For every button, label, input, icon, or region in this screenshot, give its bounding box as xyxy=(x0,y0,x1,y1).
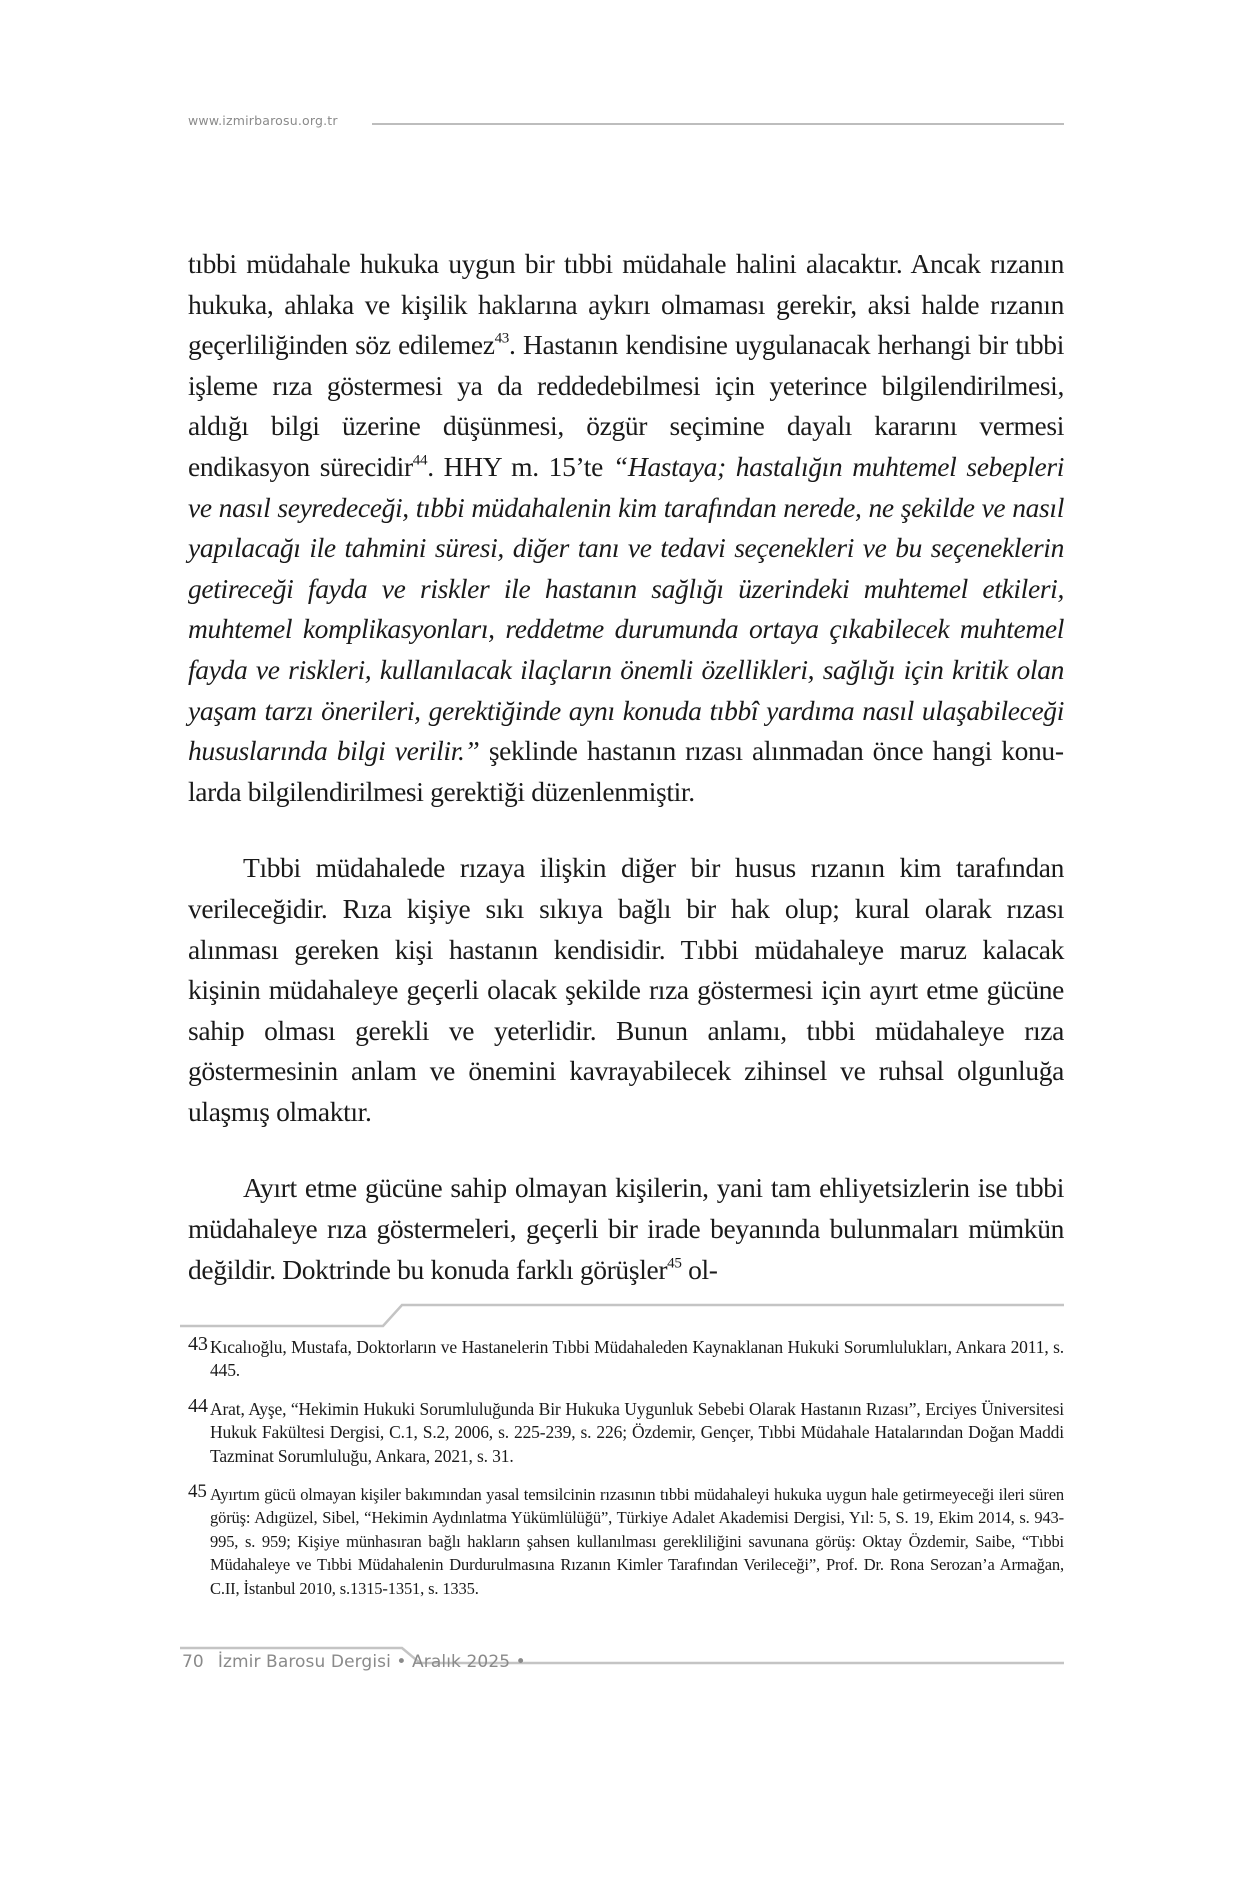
footnotes xyxy=(188,1333,1064,1612)
footnote-text: Ayırtım gücü olmayan kişiler bakımından yasal temsilcinin rızasının tıbbi müdahaleyi hukuka uygun hale getirmeyeceği ileri süren görüş: Adıgüzel, Sibel, “Hekimin Aydınlatma Yükümlülüğü”, Türkiye Adalet Akademisi Dergisi, Yıl: 5, S. 19, Ekim 2014, s. 943-995, s. 959; Kişiye münhasıran bağlı hakların şahsen kullanılması gerekliliğini savunana görüş: Oktay Özdemir, Saibe, “Tıbbi Müdahaleye ve Tıbbi Müdahalenin Durdurulmasına Rızanın Kimler Tarafından Verileceği”, Prof. Dr. Rona Serozan’a Armağan, C.II, İstanbul 2010, s.1315-1351, s. 1335. xyxy=(210,1484,1064,1598)
paragraph-1 xyxy=(188,244,1064,812)
footnote-44 xyxy=(188,1395,1064,1468)
footnote-text: Arat, Ayşe, “Hekimin Hukuki Sorumluluğunda Bir Hukuka Uygunluk Sebebi Olarak Hastanın Rızası”, Erciyes Üniversitesi Hukuk Fakültesi Dergisi, C.1, S.2, 2006, s. 225-239, s. 226; Özdemir, Gençer, Tıbbi Müdahale Hatalarından Doğan Maddi Tazminat Sorumluluğu, Ankara, 2021, s. 31. xyxy=(210,1398,1064,1466)
page-footer xyxy=(182,1652,526,1672)
body-text xyxy=(188,244,1064,1290)
footnote-number: 45 xyxy=(188,1481,207,1503)
page-number: 70 xyxy=(182,1652,204,1672)
footnote-number: 43 xyxy=(188,1333,208,1355)
footnote-45 xyxy=(188,1480,1064,1600)
paragraph-2: Tıbbi müdahalede rızaya ilişkin diğer bir husus rızanın kim tarafından verileceğidir. Rıza kişiye sıkı sıkıya bağlı bir hak olup; kural olarak rızası alınması gereken kişi hastanın kendisidir. Tıbbi müdahaleye maruz kalacak kişinin müdahaleye geçerli olacak şekilde rıza göstermesi için ayırt etme gücüne sahip olması gerekli ve yeterlidir. Bunun anlamı, tıbbi müdahaleye rıza göstermesinin anlam ve önemini kavrayabilecek zihinsel ve ruhsal olgunluğa ulaşmış olmaktır. xyxy=(188,852,1064,1127)
footnote-43 xyxy=(188,1333,1064,1383)
paragraph-1-text-c: . HHY m. 15’te xyxy=(427,450,613,482)
paragraph-1-text-a: tıbbi müdahale hukuka uygun bir tıbbi müdahale halini alacaktır. Ancak rızanın hukuka, ahlaka ve kişilik haklarına aykırı olmaması gerekir, aksi halde rızanın geçerliliğinden söz edilemez xyxy=(188,248,1064,361)
paragraph-3-text-b: ol- xyxy=(681,1253,718,1285)
header-rule xyxy=(372,123,1064,125)
footnote-number: 44 xyxy=(188,1394,208,1417)
paragraph-1-text-b: . Hastanın kendisine uygulanacak herhangi bir tıbbi işleme rıza göstermesi ya da reddedebilmesi için yeterince bilgilendirilmesi, aldığı bilgi üzerine düşünmesi, özgür seçimine dayalı kararını vermesi endikasyon sürecidir xyxy=(188,329,1064,482)
paragraph-3-text-a: Ayırt etme gücüne sahip olmayan kişilerin, yani tam ehliyetsizlerin ise tıbbi müdahaleye rıza göstermeleri, geçerli bir irade beyanında bulunmaları mümkün değildir. Doktrinde bu konuda farklı görüşler xyxy=(188,1172,1064,1285)
footnote-ref-45[interactable]: 45 xyxy=(667,1255,682,1272)
journal-name: İzmir Barosu Dergisi • Aralık 2025 • xyxy=(217,1652,526,1672)
footnote-ref-44[interactable]: 44 xyxy=(412,452,428,469)
footnote-divider xyxy=(180,1300,1064,1330)
footnote-text: Kıcalıoğlu, Mustafa, Doktorların ve Hastanelerin Tıbbi Müdahaleden Kaynaklanan Hukuki Sorumlulukları, Ankara 2011, s. 445. xyxy=(210,1337,1064,1381)
paragraph-1-text-d: şeklinde hastanın rızası alınmadan önce hangi konularda bilgilendirilmesi gerektiği düzenlenmiştir. xyxy=(188,735,1064,807)
legal-quote: “Hastaya; hastalığın muhtemel sebepleri ve nasıl seyredeceği, tıbbi müdahalenin kim tarafından nerede, ne şekilde ve nasıl yapılacağı ile tahmini süresi, diğer tanı ve tedavi seçenekleri ve bu seçeneklerin getireceği fayda ve riskler ile hastanın sağlığı üzerindeki muhtemel etkileri, muhtemel komplikasyonları, reddetme durumunda ortaya çıkabilecek muhtemel fayda ve riskleri, kullanılacak ilaçların önemli özellikleri, sağlığı için kritik olan yaşam tarzı önerileri, gerektiğinde aynı konuda tıbbî yardıma nasıl ulaşabileceği hususlarında bilgi verilir.” xyxy=(188,450,1064,767)
header-url: www.izmirbarosu.org.tr xyxy=(188,113,338,128)
paragraph-3 xyxy=(188,1168,1064,1290)
footnote-ref-43[interactable]: 43 xyxy=(494,330,510,347)
